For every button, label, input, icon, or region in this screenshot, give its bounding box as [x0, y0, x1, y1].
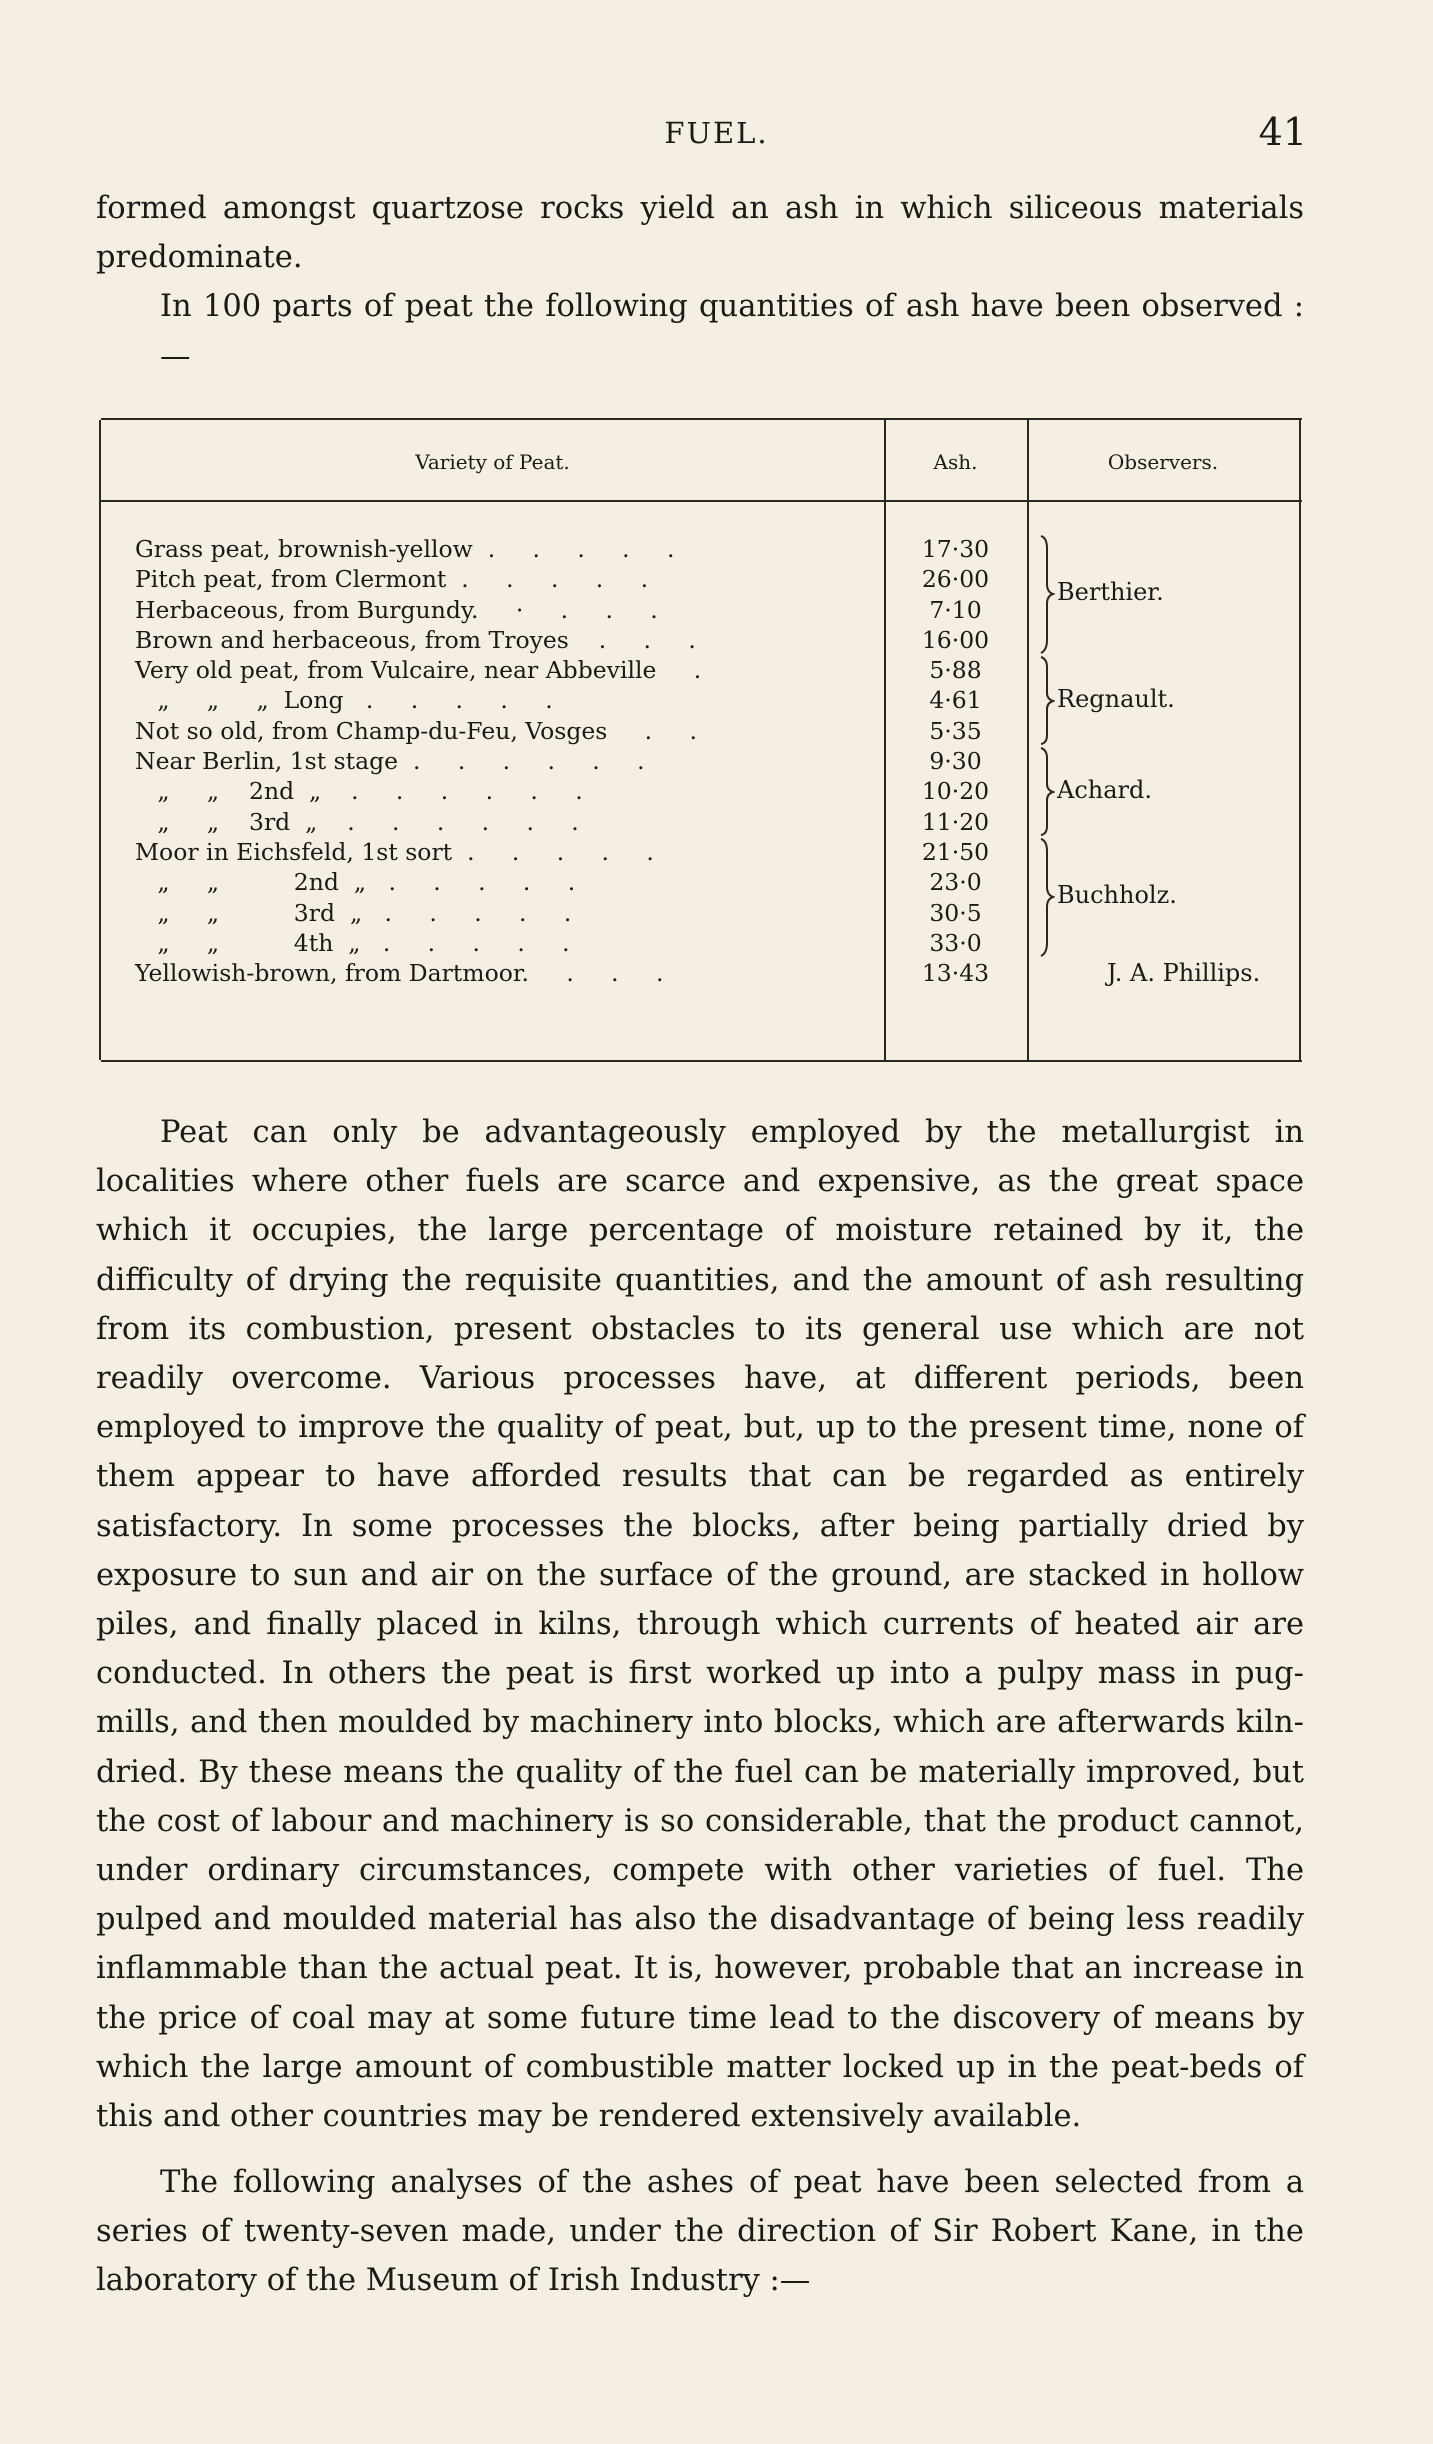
page-number: 41: [1258, 110, 1307, 154]
variety-cell: Brown and herbaceous, from Troyes . . .: [135, 625, 696, 654]
ash-cell: 5·88: [929, 656, 982, 685]
variety-cell: Grass peat, brownish-yellow . . . . .: [135, 535, 675, 563]
variety-cell: Very old peat, from Vulcaire, near Abbeville .: [135, 656, 702, 685]
variety-cell: Near Berlin, 1st stage . . . . . .: [135, 747, 645, 776]
table-row: [101, 837, 1302, 867]
ash-cell: 11·20: [921, 807, 990, 836]
table-row: [101, 655, 1302, 685]
brace-icon: [1037, 746, 1055, 837]
variety-cell: „ „ „ Long . . . . .: [135, 686, 553, 715]
variety-cell: Pitch peat, from Clermont . . . . .: [135, 565, 649, 594]
ash-cell: 5·35: [929, 716, 982, 745]
brace-icon: [1037, 837, 1055, 958]
ash-cell: 30·5: [929, 898, 982, 927]
peat-ash-table: [101, 418, 1302, 1062]
ash-cell: 17·30: [921, 535, 990, 563]
table-row: [101, 807, 1302, 837]
ash-cell: 16·00: [921, 625, 990, 654]
header-ash: Ash.: [933, 450, 978, 474]
table-header-rule: [101, 500, 1302, 502]
ash-cell: 9·30: [929, 747, 982, 776]
variety-cell: Herbaceous, from Burgundy. · . . .: [135, 595, 658, 624]
table-row: [101, 746, 1302, 776]
table-row: [101, 625, 1302, 655]
ash-cell: 4·61: [929, 686, 982, 715]
observer-phillips: J. A. Phillips.: [1107, 959, 1261, 987]
variety-cell: „ „ 3rd „ . . . . .: [135, 898, 572, 927]
brace-icon: [1037, 655, 1055, 746]
variety-cell: „ „ 3rd „ . . . . . .: [135, 807, 579, 836]
variety-cell: Moor in Eichsfeld, 1st sort . . . . .: [135, 837, 654, 866]
variety-cell: „ „ 2nd „ . . . . . .: [135, 777, 583, 806]
observer-achard: Achard.: [1057, 776, 1153, 804]
body-paragraph-analyses: The following analyses of the ashes of peat have been selected from a series of twenty-seven made, under the direction of Sir Robert Kane, in the laboratory of the Museum of Irish Industry :—: [96, 2165, 1304, 2299]
ash-cell: 13·43: [921, 959, 990, 988]
brace-icon: [1037, 534, 1055, 655]
header-variety: Variety of Peat.: [415, 450, 570, 474]
table-row: [101, 716, 1302, 746]
intro-paragraph-1: formed amongst quartzose rocks yield an ash in which siliceous materials predominate.: [96, 191, 1304, 276]
variety-cell: Yellowish-brown, from Dartmoor. . . .: [135, 959, 664, 988]
ash-cell: 10·20: [921, 777, 990, 806]
intro-text: [96, 184, 1304, 381]
observer-regnault: Regnault.: [1057, 685, 1175, 713]
ash-cell: 23·0: [929, 868, 982, 897]
table-row: [101, 534, 1302, 564]
ash-cell: 7·10: [929, 595, 982, 624]
ash-cell: 33·0: [929, 928, 982, 957]
variety-cell: Not so old, from Champ-du-Feu, Vosges . .: [135, 716, 697, 745]
ash-cell: 26·00: [921, 565, 990, 594]
variety-cell: „ „ 4th „ . . . . .: [135, 928, 570, 957]
variety-cell: „ „ 2nd „ . . . . .: [135, 868, 576, 897]
table-row: [101, 928, 1302, 958]
observer-buchholz: Buchholz.: [1057, 881, 1177, 909]
header-observers: Observers.: [1107, 450, 1219, 474]
observer-berthier: Berthier.: [1057, 578, 1164, 606]
running-head: [0, 108, 1433, 158]
running-head-title: FUEL.: [664, 116, 769, 150]
body-paragraph-peat-use: Peat can only be advantageously employed by the metallurgist in localities where other fuels are scarce and expensive, as the great space which it occupies, the large percentage of moisture retained by it, the difficulty of drying the requisite quantities, and the amount of ash resulting from its combustion, present obstacles to its general use which are not readily overcome. Various processes have, at different periods, been employed to improve the quality of peat, but, up to the present time, none of them appear to have afforded results that can be regarded as entirely satisfactory. In some processes the blocks, after being partially dried by exposure to sun and air on the surface of the ground, are stacked in hollow piles, and finally placed in kilns, through which currents of heated air are conducted. In others the peat is first worked up into a pulpy mass in pug-mills, and then moulded by machinery into blocks, which are afterwards kiln-dried. By these means the quality of the fuel can be materially improved, but the cost of labour and machinery is so considerable, that the product cannot, under ordinary circumstances, compete with other varieties of fuel. The pulped and moulded material has also the disadvantage of being less readily inflammable than the actual peat. It is, however, probable that an increase in the price of coal may at some future time lead to the discovery of means by which the large amount of combustible matter locked up in the peat-beds of this and other countries may be rendered extensively available.: [96, 1115, 1304, 2135]
ash-cell: 21·50: [921, 837, 990, 866]
intro-paragraph-2: In 100 parts of peat the following quantities of ash have been observed :—: [160, 289, 1304, 374]
